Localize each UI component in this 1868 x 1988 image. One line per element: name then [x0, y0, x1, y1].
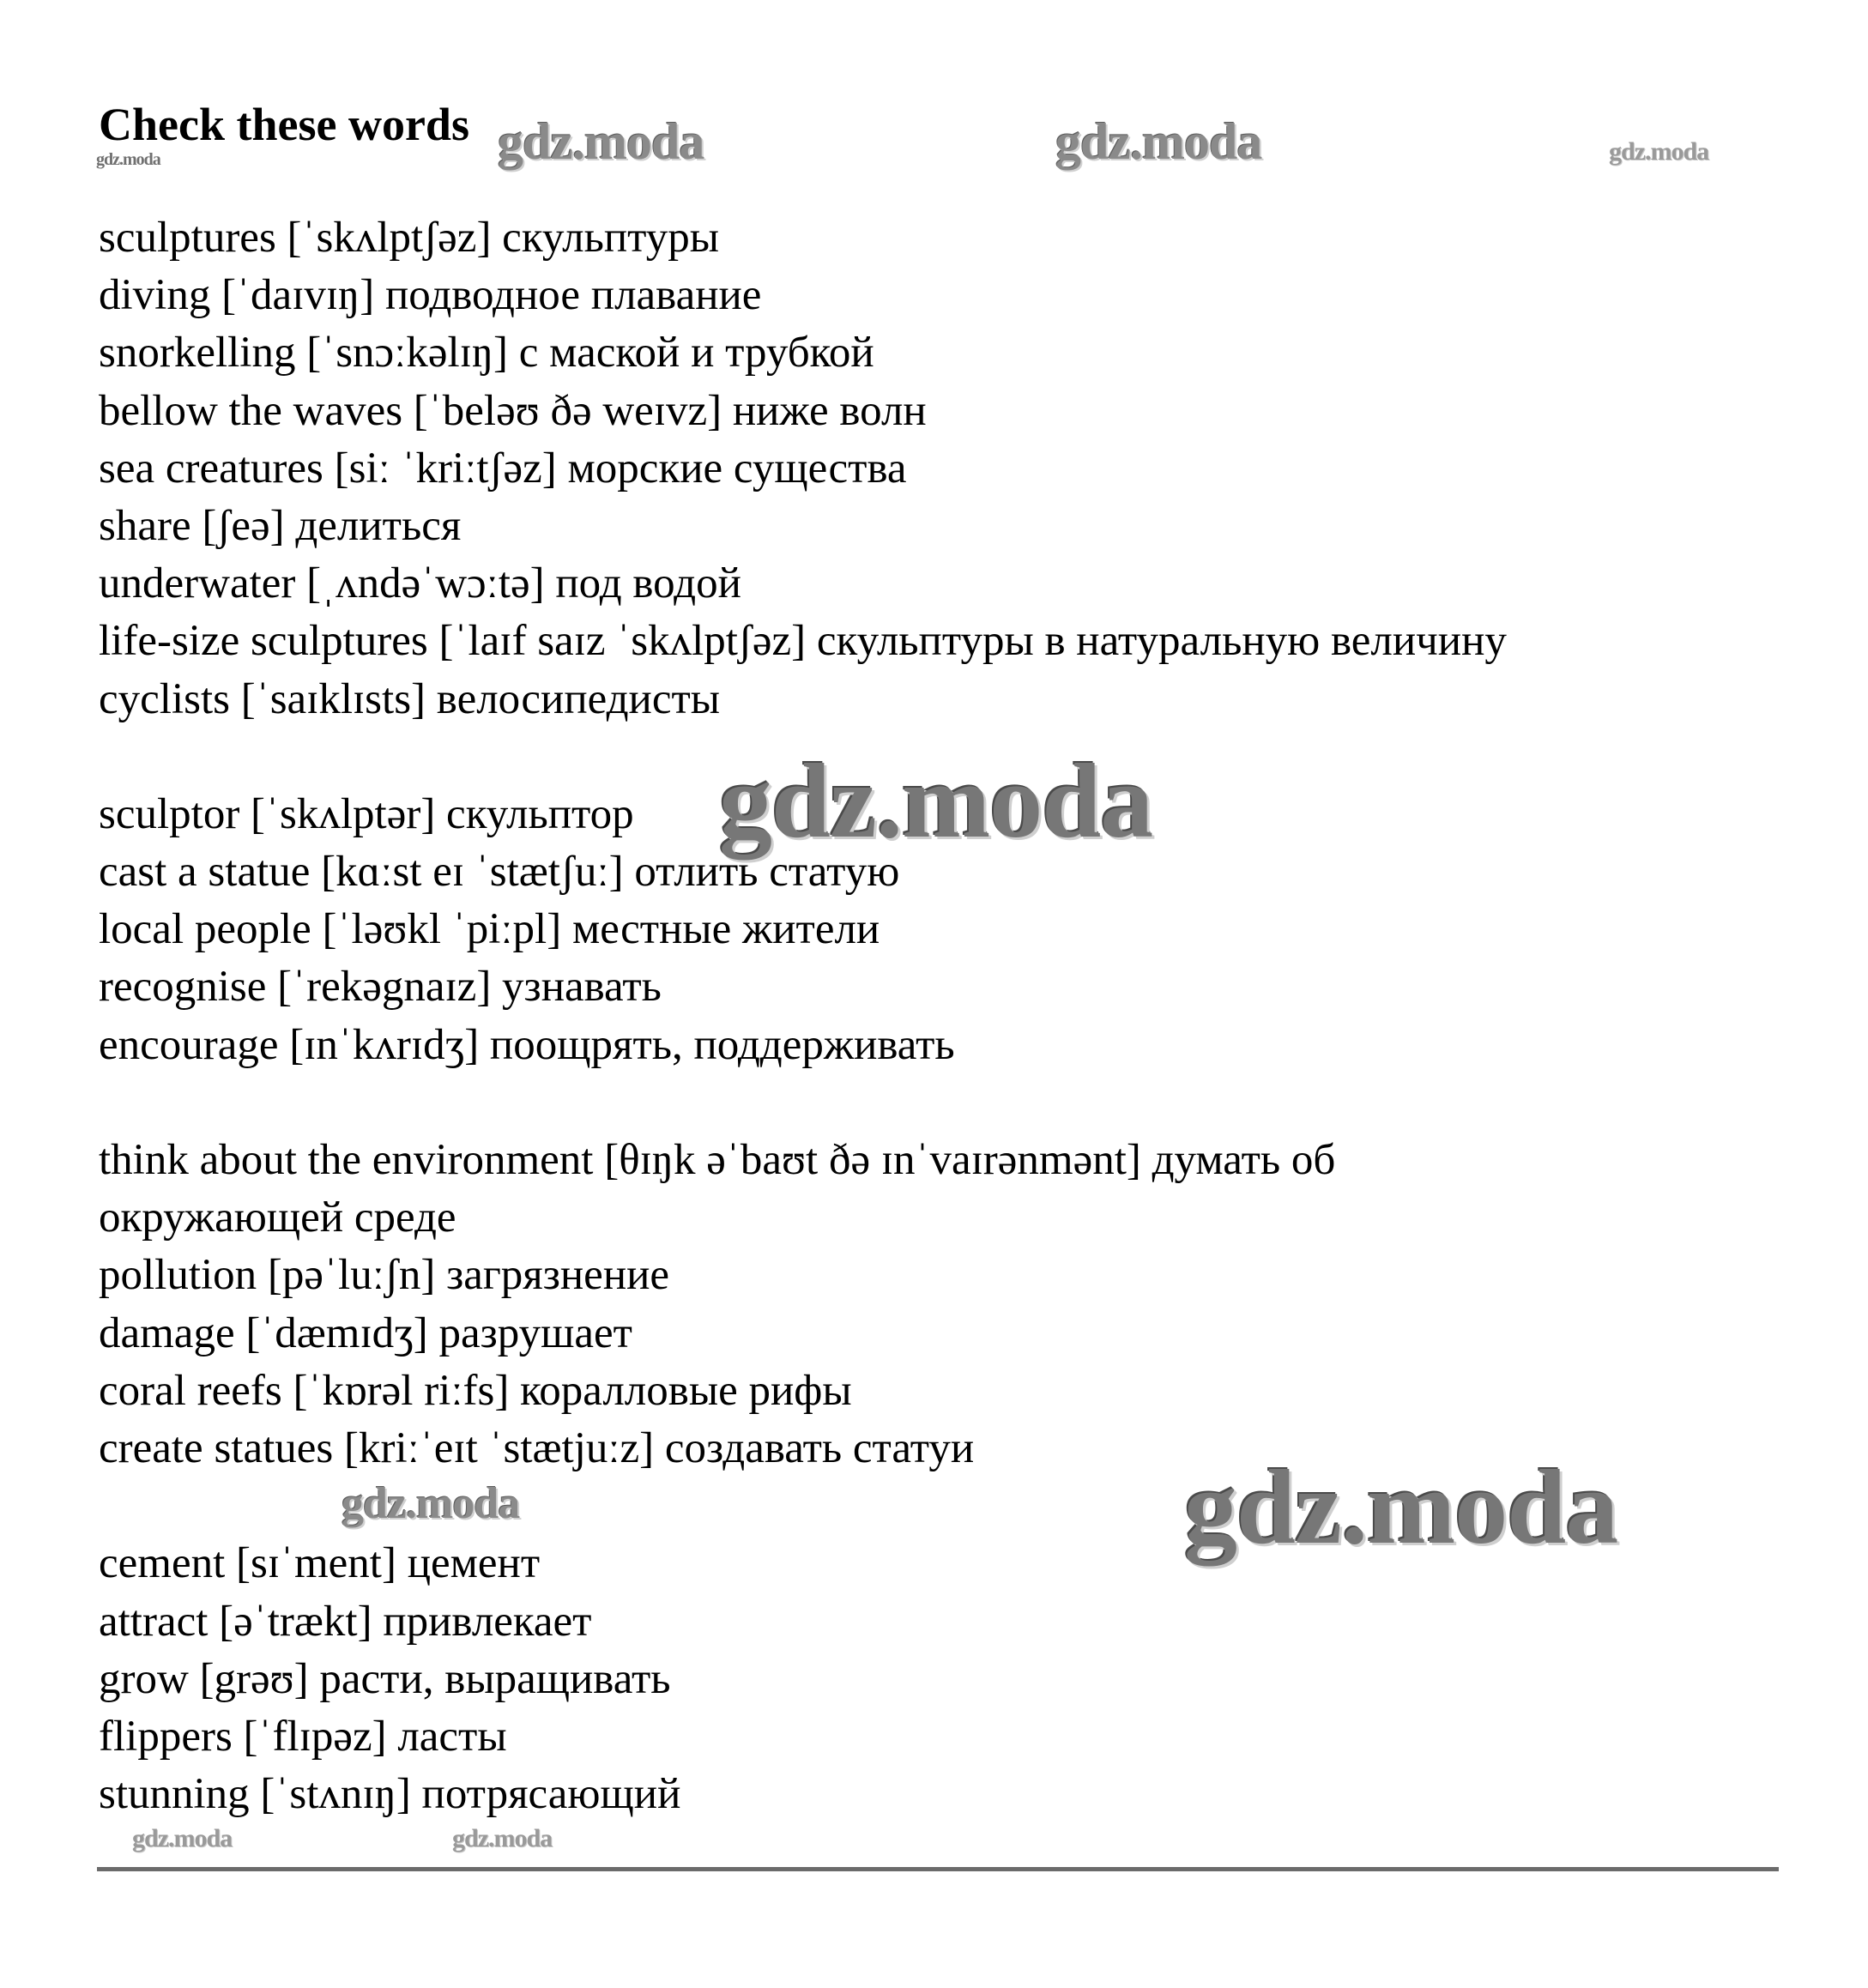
- watermark: gdz.moda: [1184, 1448, 1618, 1566]
- vocab-entry: flippers [ˈflɪpəz] ласты: [99, 1712, 507, 1761]
- watermark: gdz.moda: [719, 742, 1153, 860]
- group-gap: [99, 1074, 1815, 1132]
- vocab-entry: snorkelling [ˈsnɔːkəlɪŋ] с маской и трубкой: [99, 329, 874, 378]
- vocab-entry: create statues [kriːˈeɪt ˈstætjuːz] создавать статуи: [99, 1423, 975, 1472]
- vocab-entry: stunning [ˈstʌnɪŋ] потрясающий: [99, 1770, 681, 1819]
- vocab-entry: cyclists [ˈsaɪklɪsts] велосипедисты: [99, 674, 721, 723]
- vocab-entry: grow [grəʊ] расти, выращивать: [99, 1654, 671, 1703]
- page-title: Check these words: [99, 99, 469, 150]
- vocab-entry: life-size sculptures [ˈlaɪf saɪz ˈskʌlptʃəz] скульптуры в натуральную величину: [99, 617, 1507, 666]
- watermark: gdz.moda: [452, 1824, 553, 1852]
- vocab-entry: diving [ˈdaɪvɪŋ] подводное плавание: [99, 271, 762, 320]
- watermark: gdz.moda: [96, 150, 160, 169]
- vocab-entry: sculptor [ˈskʌlptər] скульптор: [99, 789, 634, 838]
- vocab-entry: damage [ˈdæmɪdʒ] разрушает: [99, 1308, 632, 1357]
- watermark: gdz.moda: [342, 1479, 520, 1528]
- vocab-entry: underwater [ˌʌndəˈwɔːtə] под водой: [99, 559, 741, 608]
- vocab-entry: attract [əˈtrækt] привлекает: [99, 1597, 592, 1646]
- vocab-entry: cast a statue [kɑːst eɪ ˈstætʃuː] отлить статую: [99, 848, 900, 897]
- vocab-entry: coral reefs [ˈkɒrəl riːfs] коралловые рифы: [99, 1366, 852, 1415]
- bottom-divider: [97, 1867, 1779, 1871]
- vocab-entry: pollution [pəˈluːʃn] загрязнение: [99, 1251, 670, 1300]
- vocab-entry: encourage [ɪnˈkʌrɪdʒ] поощрять, поддерживать: [99, 1020, 955, 1069]
- watermark: gdz.moda: [1609, 137, 1709, 166]
- watermark: gdz.moda: [498, 113, 704, 170]
- watermark: gdz.moda: [1055, 113, 1262, 170]
- vocab-entry: cement [sɪˈment] цемент: [99, 1539, 541, 1588]
- watermark: gdz.moda: [132, 1824, 233, 1852]
- vocab-entry: recognise [ˈrekəgnaɪz] узнавать: [99, 963, 662, 1012]
- vocab-entry: think about the environment [θɪŋk əˈbaʊt ðə ɪnˈvaɪrənmənt] думать об окружающей среде: [99, 1136, 1336, 1242]
- vocab-entry: local people [ˈləʊkl ˈpiːpl] местные жители: [99, 905, 880, 954]
- vocab-entry: sculptures [ˈskʌlptʃəz] скульптуры: [99, 214, 720, 262]
- vocab-entry: bellow the waves [ˈbeləʊ ðə weɪvz] ниже волн: [99, 386, 927, 435]
- vocab-entry: share [ʃeə] делиться: [99, 501, 462, 550]
- vocabulary-list: [99, 209, 1815, 1823]
- vocab-entry: sea creatures [siː ˈkriːtʃəz] морские существа: [99, 444, 907, 492]
